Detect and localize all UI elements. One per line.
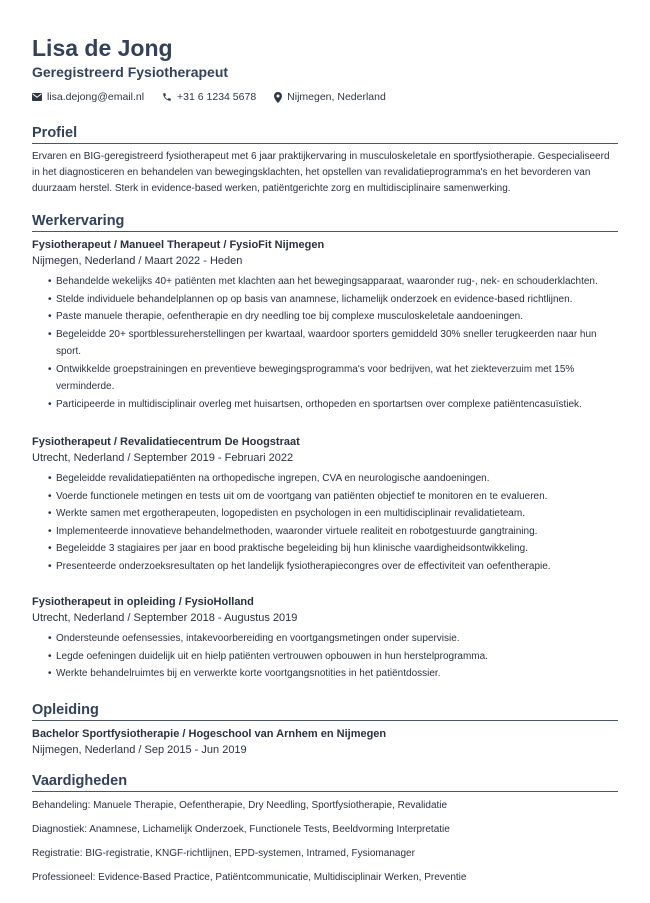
job-bullet: • Begeleidde 20+ sportblessureherstellingen per kwartaal, waardoor sporters gemiddeld 30% sneller terugkeerden naar hun sport. [48,326,618,361]
job-bullet: • Begeleidde 3 stagiaires per jaar en bood praktische begeleiding bij hun klinische vaardigheidsontwikkeling. [48,540,618,558]
skill-line: Diagnostiek: Anamnese, Lichamelijk Onderzoek, Functionele Tests, Beeldvorming Interpretatie [32,823,450,835]
contact-location [274,90,386,104]
job-title: Fysiotherapeut / Manueel Therapeut [32,239,221,251]
education-degree: Bachelor Sportfysiotherapie [32,727,180,740]
job-dates: September 2019 - Februari 2022 [133,452,294,464]
education-location: Nijmegen, Nederland [32,743,136,756]
job-bullet: • Voerde functionele metingen en tests uit om de voortgang van patiënten objectief te monitoren en te evalueren. [48,488,618,506]
job-bullet: • Ontwikkelde groepstrainingen en preventieve bewegingsprogramma's voor bedrijven, wat het ziekteverzuim met 15% verminderde. [48,361,618,396]
separator: / [182,727,186,740]
contact-email [32,90,144,104]
job-bullet: • Behandelde wekelijks 40+ patiënten met klachten aan het bewegingsapparaat, waaronder rug-, nek- en schouderklachten. [48,273,618,291]
education-school: Hogeschool van Arnhem en Nijmegen [188,727,387,740]
profile-heading: Profiel [32,124,618,144]
education-heading: Opleiding [32,701,618,721]
skills-section [32,772,618,885]
separator: / [127,452,131,464]
job-entry [32,595,618,683]
job-title-line [32,595,618,610]
job-bullets [32,470,618,575]
map-pin-icon [274,92,282,103]
job-bullet: • Implementeerde innovatieve behandelmethoden, waaronder virtuele realiteit en robotgestuurde gangtraining. [48,523,618,541]
profile-section [32,124,618,197]
job-bullets [32,273,618,413]
phone-icon [162,92,172,102]
job-bullet: • Ondersteunde oefensessies, intakevoorbereiding en voortgangsmetingen onder supervisie. [48,630,618,648]
job-company: Revalidatiecentrum De Hoogstraat [120,436,300,448]
job-title-line [32,435,618,450]
job-title-line [32,238,618,253]
separator: / [178,596,182,608]
job-meta-line [32,450,618,466]
experience-section [32,212,618,683]
resume-header [32,34,618,104]
contact-phone [162,90,256,104]
education-entry [32,727,618,758]
candidate-title: Geregistreerd Fysiotherapeut [32,64,229,80]
skill-line: Professioneel: Evidence-Based Practice, Patiëntcommunicatie, Multidisciplinair Werken, Preventie [32,871,467,883]
contact-email-text[interactable]: lisa.dejong@email.nl [47,91,145,103]
job-bullet: • Presenteerde onderzoeksresultaten op het landelijk fysiotherapiecongres over de effectiviteit van oefentherapie. [48,558,618,576]
education-meta-line [32,742,618,758]
job-company: FysioFit Nijmegen [229,239,325,251]
separator: / [138,255,142,267]
contact-row [32,90,618,104]
job-title: Fysiotherapeut [32,436,111,448]
job-location: Utrecht, Nederland [32,452,125,464]
job-meta-line [32,253,618,269]
job-title: Fysiotherapeut in opleiding [32,596,176,608]
education-section [32,701,618,758]
candidate-name: Lisa de Jong [32,35,173,61]
job-bullet: • Stelde individuele behandelplannen op op basis van anamnese, lichamelijk onderzoek en evidence-based richtlijnen. [48,291,618,309]
job-bullet: • Begeleidde revalidatiepatiënten na orthopedische ingrepen, CVA en neurologische aandoeningen. [48,470,618,488]
education-title-line [32,727,618,742]
job-bullet: • Werkte samen met ergotherapeuten, logopedisten en psychologen in een multidisciplinair revalidatieteam. [48,505,618,523]
separator: / [113,436,117,448]
job-entry [32,238,618,413]
skill-line: Registratie: BIG-registratie, KNGF-richtlijnen, EPD-systemen, Intramed, Fysiomanager [32,847,415,859]
job-entry [32,435,618,575]
job-dates: September 2018 - Augustus 2019 [133,612,298,624]
skills-heading: Vaardigheden [32,772,618,792]
job-bullet: • Legde oefeningen duidelijk uit en hielp patiënten vertrouwen opbouwen in hun herstelprogramma. [48,648,618,666]
mail-icon [32,93,42,101]
skill-line: Behandeling: Manuele Therapie, Oefentherapie, Dry Needling, Sportfysiotherapie, Revalidatie [32,799,448,811]
job-dates: Maart 2022 - Heden [144,255,243,267]
separator: / [223,239,227,251]
experience-heading: Werkervaring [32,212,618,232]
job-location: Utrecht, Nederland [32,612,125,624]
contact-location-text: Nijmegen, Nederland [287,91,386,103]
profile-text: Ervaren en BIG-geregistreerd fysiotherapeut met 6 jaar praktijkervaring in musculoskeletale en sportfysiotherapie. Gespecialiseerd in het diagnosticeren en behandelen van bewegingsklachten, het opstellen van revalidatieprogramma's en het bevorderen van duurzaam herstel. Sterk in evidence-based werken, patiëntgerichte zorg en multidisciplinaire samenwerking. [32,151,610,194]
job-bullet: • Paste manuele therapie, oefentherapie en dry needling toe bij complexe musculoskeletale aandoeningen. [48,308,618,326]
job-company: FysioHolland [184,596,254,608]
education-dates: Sep 2015 - Jun 2019 [144,743,247,756]
job-meta-line [32,610,618,626]
job-location: Nijmegen, Nederland [32,255,136,267]
job-bullets [32,630,618,683]
separator: / [127,612,131,624]
job-bullet: • Werkte behandelruimtes bij en verwerkte korte voortgangsnotities in het patiëntdossier. [48,665,618,683]
separator: / [138,743,142,756]
job-bullet: • Participeerde in multidisciplinair overleg met huisartsen, orthopeden en sportartsen over complexe patiëntencasuïstiek. [48,396,618,414]
contact-phone-text[interactable]: +31 6 1234 5678 [177,91,257,103]
